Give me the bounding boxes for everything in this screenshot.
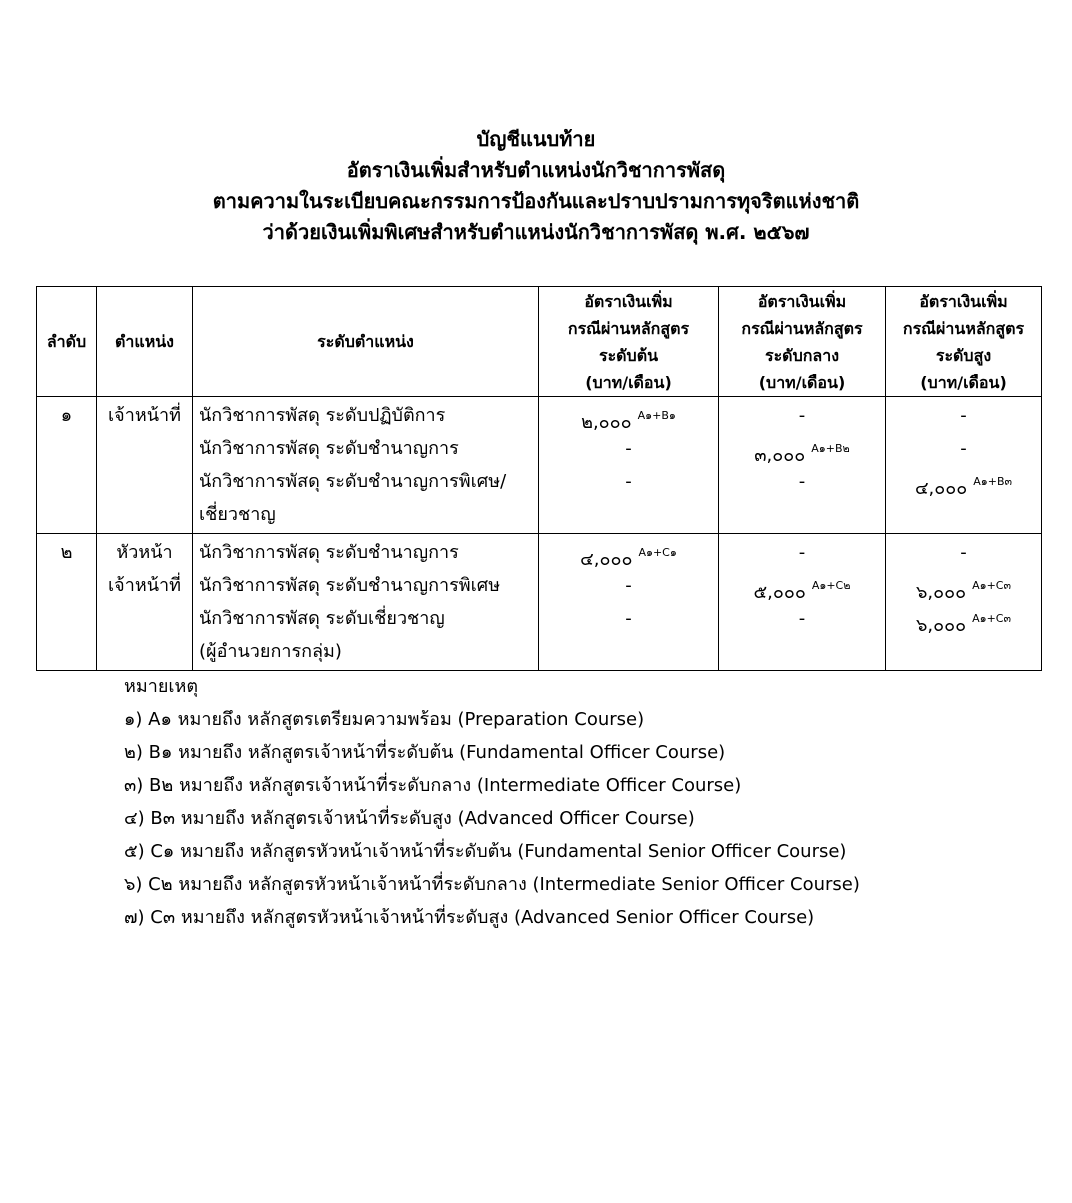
header-line: อัตราเงินเพิ่ม <box>757 291 847 311</box>
level-line: (ผู้อำนวยการกลุ่ม) <box>199 641 342 662</box>
header-line: (บาท/เดือน) <box>920 372 1007 392</box>
table-row <box>37 534 1042 671</box>
header-line: อัตราเงินเพิ่ม <box>584 291 673 311</box>
cell-position <box>97 397 193 534</box>
cell-position <box>97 534 193 671</box>
note-item: ๔) B๓ หมายถึง หลักสูตรเจ้าหน้าที่ระดับสูง (Advanced Officer Course) <box>124 808 695 829</box>
rate-course-code: A๑+C๑ <box>638 546 677 559</box>
level-line: นักวิชาการพัสดุ ระดับชำนาญการพิเศษ <box>199 575 501 596</box>
rate-course-code: A๑+C๓ <box>972 612 1012 625</box>
position-name: เจ้าหน้าที่ <box>108 575 181 596</box>
header-level: ระดับตำแหน่ง <box>193 287 539 397</box>
header-order: ลำดับ <box>37 287 97 397</box>
header-basic-rate <box>539 287 719 397</box>
note-item: ๕) C๑ หมายถึง หลักสูตรหัวหน้าเจ้าหน้าที่ระดับต้น (Fundamental Senior Officer Course) <box>124 841 847 862</box>
note-item: ๑) A๑ หมายถึง หลักสูตรเตรียมความพร้อม (Preparation Course) <box>124 709 645 730</box>
table-row <box>37 397 1042 534</box>
header-line: (บาท/เดือน) <box>758 372 846 392</box>
cell-intermediate-rate <box>719 534 886 671</box>
header-line: ระดับกลาง <box>764 345 840 365</box>
order-number: ๑ <box>60 405 73 426</box>
note-item: ๗) C๓ หมายถึง หลักสูตรหัวหน้าเจ้าหน้าที่ระดับสูง (Advanced Senior Officer Course) <box>124 907 815 928</box>
rate-course-code: A๑+B๒ <box>811 442 850 455</box>
rate-value: - <box>798 608 806 629</box>
title-line: บัญชีแนบท้าย <box>476 127 596 151</box>
rate-value: ๔,๐๐๐ <box>580 549 633 570</box>
header-line: ระดับสูง <box>935 345 992 365</box>
title-line: ตามความในระเบียบคณะกรรมการป้องกันและปราบปรามการทุจริตแห่งชาติ <box>212 189 860 213</box>
title-line: อัตราเงินเพิ่มสำหรับตำแหน่งนักวิชาการพัสดุ <box>346 158 726 182</box>
cell-level <box>193 397 539 534</box>
rate-value: - <box>798 542 806 563</box>
cell-basic-rate <box>539 397 719 534</box>
header-line: กรณีผ่านหลักสูตร <box>567 318 690 338</box>
rates-table <box>36 286 1042 671</box>
notes-section <box>124 670 860 934</box>
document-title <box>0 124 1072 248</box>
level-line: นักวิชาการพัสดุ ระดับชำนาญการ <box>199 438 459 459</box>
note-item: ๒) B๑ หมายถึง หลักสูตรเจ้าหน้าที่ระดับต้น (Fundamental Officer Course) <box>124 742 726 763</box>
title-line: ว่าด้วยเงินเพิ่มพิเศษสำหรับตำแหน่งนักวิชาการพัสดุ พ.ศ. ๒๕๖๗ <box>262 220 810 244</box>
level-line: นักวิชาการพัสดุ ระดับชำนาญการ <box>199 542 459 563</box>
cell-basic-rate <box>539 534 719 671</box>
rate-value: - <box>960 438 967 459</box>
header-line: (บาท/เดือน) <box>585 372 672 392</box>
order-number: ๒ <box>60 542 73 563</box>
cell-advanced-rate <box>886 397 1042 534</box>
rate-course-code: A๑+B๓ <box>973 475 1013 488</box>
level-line: นักวิชาการพัสดุ ระดับชำนาญการพิเศษ/ <box>199 471 507 492</box>
rate-value: ๓,๐๐๐ <box>754 445 806 466</box>
header-line: อัตราเงินเพิ่ม <box>919 291 1008 311</box>
table-header-row <box>37 287 1042 397</box>
rate-value: ๒,๐๐๐ <box>581 412 632 433</box>
position-name: หัวหน้า <box>116 542 173 563</box>
rate-value: - <box>798 471 806 492</box>
rate-value: - <box>625 438 632 459</box>
note-item: ๓) B๒ หมายถึง หลักสูตรเจ้าหน้าที่ระดับกลาง (Intermediate Officer Course) <box>124 775 742 796</box>
cell-order <box>37 397 97 534</box>
rate-value: - <box>798 405 806 426</box>
rate-value: ๔,๐๐๐ <box>914 478 968 499</box>
header-line: กรณีผ่านหลักสูตร <box>741 318 863 338</box>
cell-intermediate-rate <box>719 397 886 534</box>
position-name: เจ้าหน้าที่ <box>108 405 181 426</box>
cell-level <box>193 534 539 671</box>
rate-value: ๖,๐๐๐ <box>915 582 967 603</box>
cell-order <box>37 534 97 671</box>
level-line: เชี่ยวชาญ <box>199 504 276 525</box>
rate-value: - <box>625 608 632 629</box>
level-line: นักวิชาการพัสดุ ระดับปฏิบัติการ <box>199 405 446 426</box>
header-line: ระดับต้น <box>598 345 659 365</box>
rate-value: - <box>960 542 967 563</box>
header-intermediate-rate <box>719 287 886 397</box>
level-line: นักวิชาการพัสดุ ระดับเชี่ยวชาญ <box>199 608 445 629</box>
rate-course-code: A๑+C๓ <box>972 579 1012 592</box>
notes-heading: หมายเหตุ <box>124 676 199 697</box>
rate-course-code: A๑+B๑ <box>637 409 676 422</box>
rate-value: - <box>960 405 967 426</box>
note-item: ๖) C๒ หมายถึง หลักสูตรหัวหน้าเจ้าหน้าที่ระดับกลาง (Intermediate Senior Officer Course) <box>124 874 860 895</box>
header-advanced-rate <box>886 287 1042 397</box>
rate-value: - <box>625 471 632 492</box>
rate-course-code: A๑+C๒ <box>811 579 851 592</box>
rate-value: - <box>625 575 632 596</box>
rate-value: ๖,๐๐๐ <box>915 615 967 636</box>
rate-value: ๕,๐๐๐ <box>753 582 806 603</box>
header-position: ตำแหน่ง <box>97 287 193 397</box>
cell-advanced-rate <box>886 534 1042 671</box>
header-line: กรณีผ่านหลักสูตร <box>902 318 1025 338</box>
